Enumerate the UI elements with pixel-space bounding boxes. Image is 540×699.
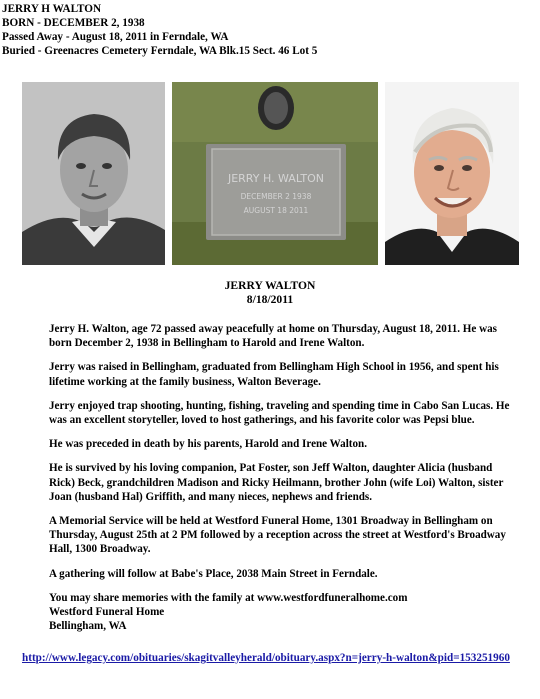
paragraph: Jerry H. Walton, age 72 passed away peacefully at home on Thursday, August 18, 2011. He was born December 2, 1938 in Bellingham to Harold and Irene Walton.	[49, 323, 497, 350]
header-born: BORN - DECEMBER 2, 1938	[2, 17, 145, 29]
closing-block	[49, 591, 517, 634]
paragraph: He was preceded in death by his parents, Harold and Irene Walton.	[49, 438, 367, 451]
paragraph: A Memorial Service will be held at Westford Funeral Home, 1301 Broadway in Bellingham on Thursday, August 25th at 2 PM followed by a reception across the street at Westford's Broadway Hall, 1300 Broadway.	[49, 515, 506, 556]
paragraph: He is survived by his loving companion, Pat Foster, son Jeff Walton, daughter Alicia (husband Rick) Beck, grandchildren Madison and Ricky Heilmann, brother John (wife Loi) Walton, sister Joan (husband Hal) Griffith, and many nieces, nephews and friends.	[49, 462, 504, 503]
adult-portrait-photo	[385, 82, 519, 265]
grave-marker-photo	[172, 82, 378, 265]
header-block	[2, 2, 317, 58]
header-passed: Passed Away - August 18, 2011 in Ferndale, WA	[2, 31, 229, 43]
paragraph: Jerry enjoyed trap shooting, hunting, fishing, traveling and spending time in Cabo San Lucas. He was an excellent storyteller, loved to host gatherings, and his favorite color was Pepsi blue.	[49, 399, 510, 427]
youth-portrait-photo	[22, 82, 165, 265]
header-name: JERRY H WALTON	[2, 3, 102, 15]
funeral-home-name: Westford Funeral Home	[49, 606, 165, 619]
obituary-title	[0, 279, 540, 307]
source-link[interactable]: http://www.legacy.com/obituaries/skagitvalleyherald/obituary.aspx?n=jerry-h-walton&pid=153251960	[22, 652, 510, 664]
title-date: 8/18/2011	[246, 293, 294, 306]
title-name: JERRY WALTON	[224, 279, 316, 292]
youth-portrait-image	[22, 82, 165, 265]
adult-portrait-image	[385, 82, 519, 265]
plaque-name: JERRY H. WALTON	[227, 172, 325, 185]
share-memories-line: You may share memories with the family at www.westfordfuneralhome.com	[49, 591, 408, 604]
header-buried: Buried - Greenacres Cemetery Ferndale, WA Blk.15 Sect. 46 Lot 5	[2, 45, 318, 57]
funeral-home-city: Bellingham, WA	[49, 620, 127, 633]
paragraph: A gathering will follow at Babe's Place, 2038 Main Street in Ferndale.	[49, 567, 378, 580]
plaque-died: AUGUST 18 2011	[243, 206, 309, 215]
obituary-body	[49, 322, 517, 633]
plaque-born: DECEMBER 2 1938	[240, 192, 312, 201]
grave-marker-image	[172, 82, 378, 265]
paragraph: Jerry was raised in Bellingham, graduated from Bellingham High School in 1956, and spent his lifetime working at the family business, Walton Beverage.	[49, 361, 499, 388]
